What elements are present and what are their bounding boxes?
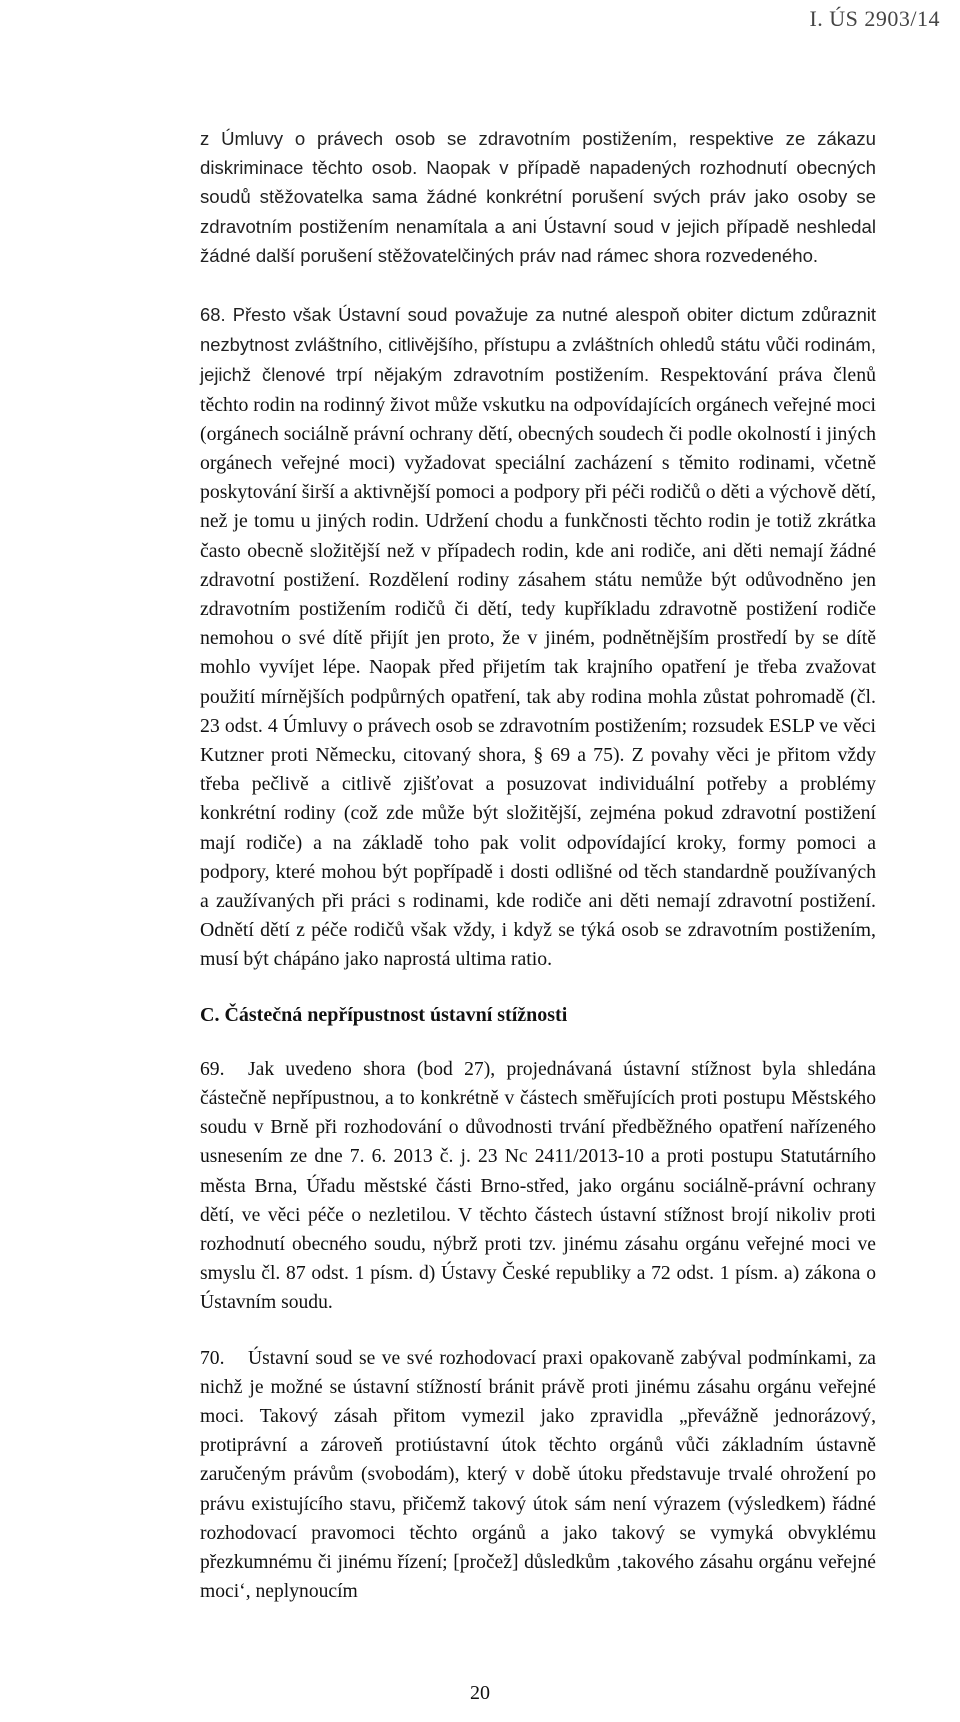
paragraph-69	[200, 1055, 876, 1318]
paragraph-number: 70.	[200, 1347, 225, 1369]
document-body	[200, 124, 876, 1606]
case-reference: I. ÚS 2903/14	[809, 6, 940, 31]
paragraph-number: 69.	[200, 1058, 225, 1080]
section-heading: C. Částečná nepřípustnost ústavní stížnosti	[200, 1003, 568, 1026]
paragraph-text: Jak uvedeno shora (bod 27), projednávaná ústavní stížnost byla shledána částečně nepřípustnou, a to konkrétně v částech směřujících proti postupu Městského soudu v Brně při rozhodování o důvodnosti trvání předběžného opatření nařízeného usnesením ze dne 7. 6. 2013 č. j. 23 Nc 2411/2013-10 a proti postupu Statutárního města Brna, Úřadu městské části Brno-střed, jako orgánu sociálně-právní ochrany dětí, ve věci péče o nezletilou. V těchto částech ústavní stížnost brojí nikoliv proti rozhodnutí obecného soudu, nýbrž proti tzv. jinému zásahu orgánu veřejné moci ve smyslu čl. 87 odst. 1 písm. d) Ústavy České republiky a 72 odst. 1 písm. a) zákona o Ústavním soudu.	[200, 1058, 876, 1314]
paragraph-number: 68.	[200, 304, 226, 326]
paragraph-text-serif: Respektování práva členů těchto rodin na rodinný život může vskutku na odpovídajících orgánech veřejné moci (orgánech sociálně právní ochrany dětí, obecných soudech či podle okolností i jiných orgánech veřejné moci) vyžadovat speciální zacházení s těmito rodinami, včetně poskytování širší a aktivnější pomoci a podpory při péči rodičů o děti a výchově dětí, než je tomu u jiných rodin. Udržení chodu a funkčnosti těchto rodin je totiž zkrátka často obecně složitější než v případech rodin, kde ani rodiče, ani děti nemají žádné zdravotní postižení. Rozdělení rodiny zásahem státu nemůže být odůvodněno jen zdravotním postižením rodičů či dětí, tedy kupříkladu zdravotně postižení rodiče nemohou o své dítě přijít jen proto, že v jiném, podnětnějším prostředí by se dítě mohlo vyvíjet lépe. Naopak před přijetím tak krajního opatření je třeba zvažovat použití mírnějších podpůrných opatření, tak aby rodina mohla zůstat pohromadě (čl. 23 odst. 4 Úmluvy o právech osob se zdravotním postižením; rozsudek ESLP ve věci Kutzner proti Německu, citovaný shora, § 69 a 75). Z povahy věci je přitom vždy třeba pečlivě a citlivě zjišťovat a posuzovat individuální potřeby a problémy konkrétní rodiny (což zde může být složitější, zejména pokud zdravotní postižení mají rodiče) a na základě toho pak volit odpovídající kroky, formy pomoci a podpory, které mohou být popřípadě i dosti odlišné od těch standardně používaných a zaužívaných při práci s rodinami, kde rodiče ani děti nemají zdravotní postižení. Odnětí dětí z péče rodičů však vždy, i když se týká osob se zdravotním postižením, musí být chápáno jako naprostá ultima ratio.	[200, 364, 876, 971]
paragraph-70	[200, 1344, 876, 1607]
page-number: 20	[470, 1682, 490, 1704]
paragraph-text: z Úmluvy o právech osob se zdravotním postižením, respektive ze zákazu diskriminace těchto osob. Naopak v případě napadených rozhodnutí obecných soudů stěžovatelka sama žádné konkrétní porušení svých práv jako osoby se zdravotním postižením nenamítala a ani Ústavní soud v jejich případě neshledal žádné další porušení stěžovatelčiných práv nad rámec shora rozvedeného.	[200, 128, 876, 266]
paragraph-68	[200, 300, 876, 975]
paragraph-text: Ústavní soud se ve své rozhodovací praxi opakovaně zabýval podmínkami, za nichž je možné se ústavní stížností bránit právě proti jinému zásahu orgánu veřejné moci. Takový zásah přitom vymezil jako zpravidla „převážně jednorázový, protiprávní a zároveň protiústavní útok těchto orgánů vůči základním ústavně zaručeným právům (svobodám), který v době útoku představuje trvalé ohrožení po právu existujícího stavu, přičemž takový útok sám není výrazem (výsledkem) řádné rozhodovací pravomoci těchto orgánů a jako takový se vymyká obvyklému přezkumnému či jinému řízení; [pročež] důsledkům ‚takového zásahu orgánu veřejné moci‘, neplynoucím	[200, 1347, 876, 1603]
paragraph-text-sans: Přesto však Ústavní soud považuje za nutné alespoň obiter dictum zdůraznit nezbytnost zvláštního, citlivějšího, přístupu a zvláštních ohledů státu vůči rodinám, jejichž členové trpí nějakým zdravotním postižením.	[200, 304, 876, 386]
paragraph-67-continuation	[200, 124, 876, 270]
